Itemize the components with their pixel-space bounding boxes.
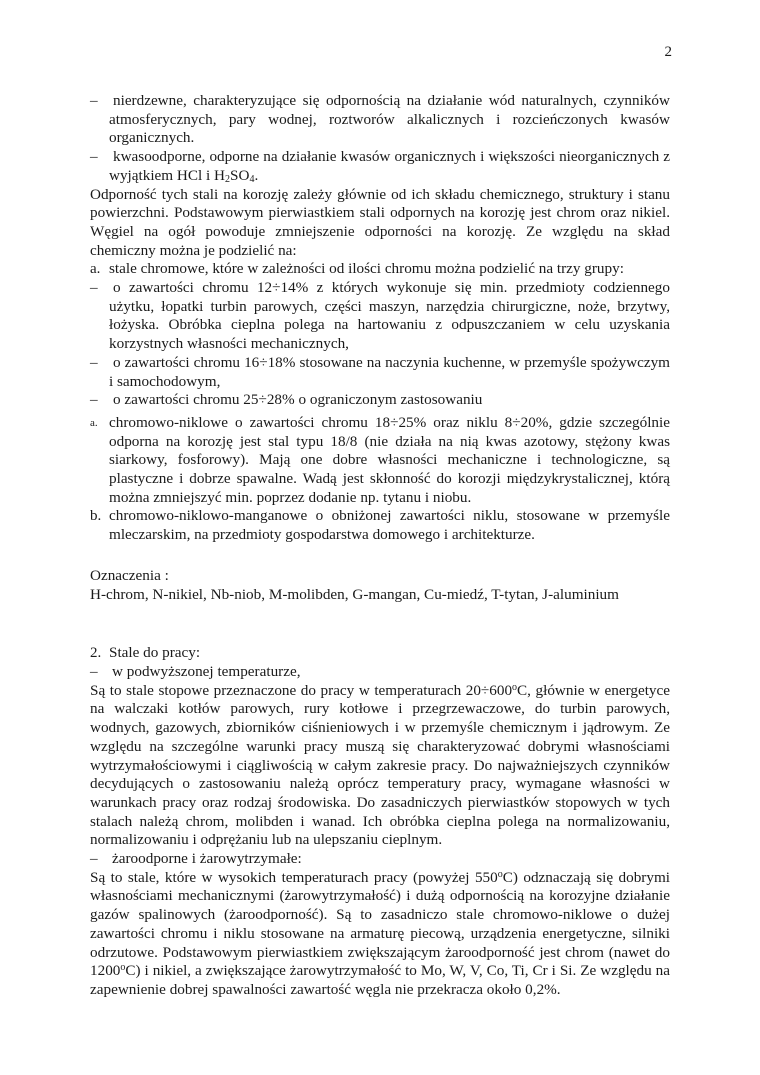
dash-bullet: –: [90, 92, 98, 109]
legend-title: Oznaczenia :: [90, 566, 169, 584]
letter-marker: b.: [90, 508, 102, 525]
list-item-text: o zawartości chromu 16÷18% stosowane na naczynia kuchenne, w przemyśle spożywczym i samochodowym,: [109, 353, 670, 390]
list-item-a-chromowe: [90, 260, 670, 279]
letter-marker: a.: [90, 416, 98, 429]
section-heading-text: Stale do pracy:: [109, 644, 201, 662]
dash-bullet: –: [90, 850, 98, 868]
list-item-b-chromowo-niklowo-manganowe: [90, 507, 670, 544]
legend-text: H-chrom, N-nikiel, Nb-niob, M-molibden, G-mangan, Cu-miedź, T-tytan, J-aluminium: [90, 585, 619, 603]
subsection-elevated-temperature: [90, 663, 670, 682]
dash-bullet: –: [90, 148, 98, 166]
list-item-a-chromowo-niklowe: [90, 414, 670, 508]
list-item-text: o zawartości chromu 12÷14% z których wykonuje się min. przedmioty codziennego użytku, łopatki turbin parowych, części maszyn, narzędzia chirurgiczne, noże, brzytwy, łożyska. Obróbka cieplna polega na hartowaniu z odpuszczaniem w celu uzyskania korzystnych własności mechanicznych,: [109, 279, 670, 353]
dash-bullet: –: [90, 662, 98, 680]
dash-bullet: –: [90, 279, 98, 297]
letter-marker: a.: [90, 261, 101, 278]
list-item-text: chromowo-niklowe o zawartości chromu 18÷25% oraz niklu 8÷20%, gdzie szczególnie odporna na korozję jest stal typu 18/8 (nie działa na nią kwas azotowy, stężony kwas siarkowy, fosforowy). Mają one dobre własności mechaniczne i technologiczne, są plastyczne i dobrze spawalne. Wadą jest skłonność do korozji międzykrystalicznej, którą można zmniejszyć min. poprzez dodanie np. tytanu i niobu.: [109, 413, 670, 506]
dash-bullet: –: [90, 353, 98, 371]
dash-bullet: –: [90, 391, 98, 409]
list-item-nierdzewne: [90, 92, 670, 148]
chrome-group-25-28: [90, 391, 670, 410]
list-item-text: o zawartości chromu 25÷28% o ograniczonym zastosowaniu: [113, 391, 483, 409]
list-item-kwasoodporne: [90, 148, 670, 185]
elevated-temperature-paragraph: Są to stale stopowe przeznaczone do pracy w temperaturach $20\div 600^oC$, głównie w energetyce na walczaki kotłów parowych, rury kotłowe i przegrzewaczowe, do turbin parowych, wodnych, gazowych, zbiorników ciśnieniowych i w przemyśle chemicznym i jądrowym. Ze względu na szczególne warunki pracy muszą się charakteryzować dobrymi własnościami wytrzymałościowymi i ciągliwością w całym zakresie pracy. Do najważniejszych czynników decydujących o zastosowaniu należą oprócz temperatury pracy, wymagane własności w warunkach pracy oraz rodzaj środowiska. Do zasadniczych pierwiastków stopowych w tych stalach należą chrom, molibden i wanad. Ich obróbka cieplna polega na normalizowaniu, normalizowaniu i odprężaniu lub na ulepszaniu cieplnym.: [90, 681, 670, 849]
document-body: [90, 92, 670, 1000]
list-item-text: chromowo-niklowo-manganowe o obniżonej zawartości niklu, stosowane w przemyśle mleczarskim, na przedmioty gospodarstwa domowego i architekturze.: [109, 507, 670, 544]
section-number: 2.: [90, 645, 102, 662]
chrome-group-16-18: [90, 354, 670, 391]
list-item-text: nierdzewne, charakteryzujące się odpornością na działanie wód naturalnych, czynników atmosferycznych, pary wodnej, roztworów alkalicznych i rozcieńczonych kwasów organicznych.: [109, 92, 670, 147]
list-item-text: kwasoodporne, odporne na działanie kwasów organicznych i większości nieorganicznych z wyjątkiem HCl i $H_2SO_4$.: [109, 148, 670, 185]
subsection-title: żaroodporne i żarowytrzymałe:: [112, 850, 302, 868]
subsection-title: w podwyższonej temperaturze,: [112, 662, 301, 680]
corrosion-paragraph: Odporność tych stali na korozję zależy głównie od ich składu chemicznego, struktury i stanu powierzchni. Podstawowym pierwiastkiem stali odpornych na korozję jest chrom oraz nikiel. Węgiel na ogół powoduje zmniejszenie odporności na korozję. Ze względu na skład chemiczny można je podzielić na:: [90, 185, 670, 259]
subsection-heat-resistant: [90, 850, 670, 869]
heat-resistant-paragraph: Są to stale, które w wysokich temperaturach pracy (powyżej 550$^o$C) odznaczają się dobrymi własnościami mechanicznymi (żarowytrzymałość) i dużą odpornością na korozyjne działanie gazów spalinowych (żaroodporność). Są to zasadniczo stale chromowo-niklowe o dużej zawartości chromu i niklu stosowane na armaturę piecową, urządzenia energetyczne, silniki odrzutowe. Podstawowym pierwiastkiem zwiększającym żaroodporność jest chrom (nawet do 1200$^o$C) i nikiel, a zwiększające żarowytrzymałość to Mo, W, V, Co, Ti, Cr i Si. Ze względu na zapewnienie dobrej spawalności zawartość węgla nie przekracza około 0,2%.: [90, 868, 670, 998]
page-number: 2: [664, 44, 672, 60]
chrome-group-12-14: [90, 279, 670, 354]
section-2-heading: [90, 644, 670, 663]
list-item-text: stale chromowe, które w zależności od ilości chromu można podzielić na trzy grupy:: [109, 260, 624, 278]
